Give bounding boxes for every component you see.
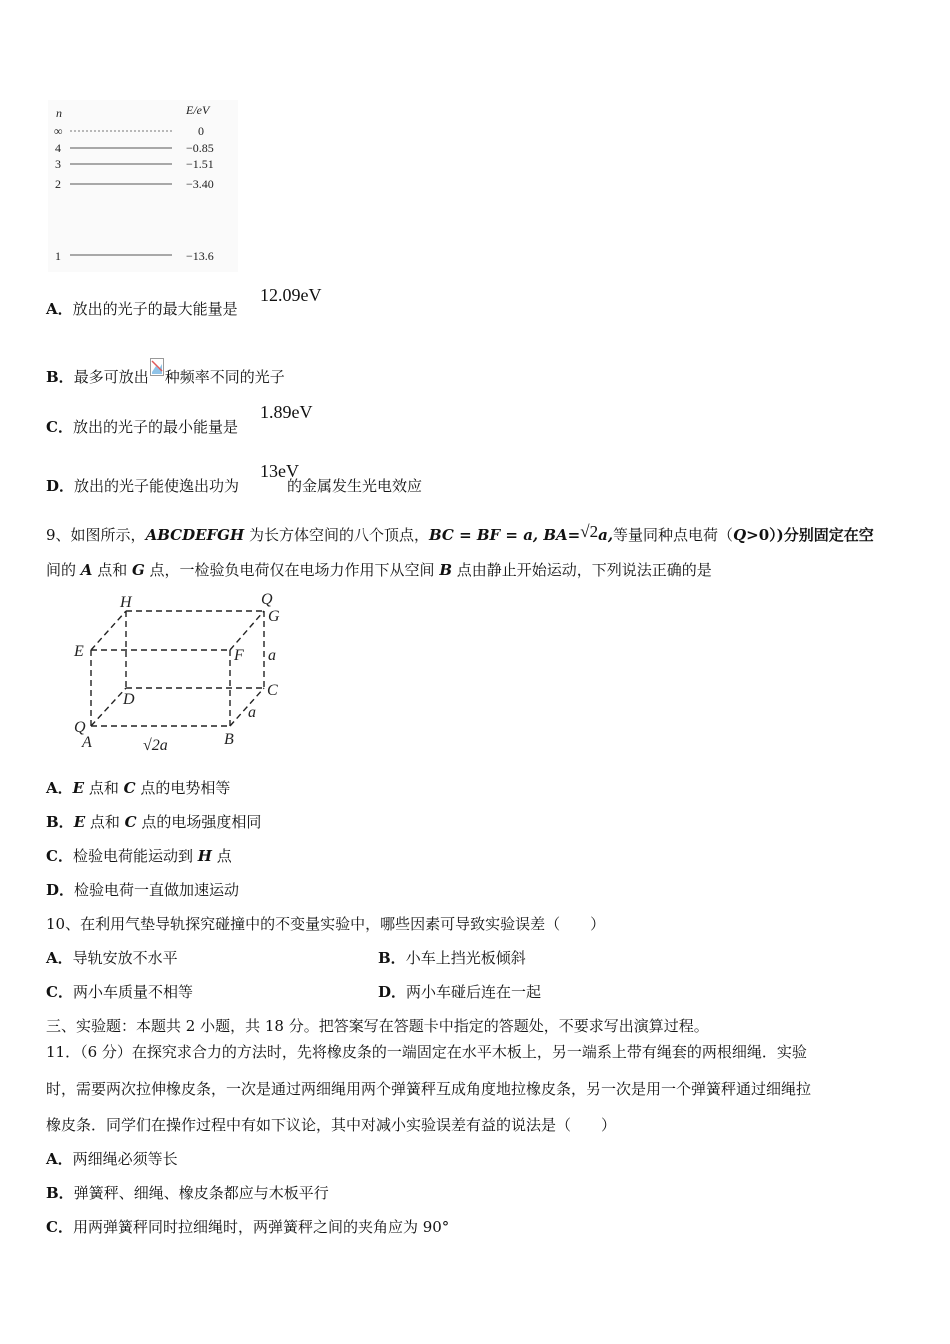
option-text: 放出的光子的最小能量是 xyxy=(72,418,238,436)
level-e-3: −1.51 xyxy=(186,157,214,171)
q8-option-b xyxy=(46,358,285,387)
level-e-2: −3.40 xyxy=(186,177,214,191)
level-n-1: 1 xyxy=(55,249,61,263)
label-F: F xyxy=(234,647,244,664)
label-G: G xyxy=(268,608,280,625)
option-text-post: 的金属发生光电效应 xyxy=(287,477,423,495)
label-Q-top: Q xyxy=(261,591,273,608)
level-n-4: 4 xyxy=(55,141,61,155)
q8-a-value: 12.09eV xyxy=(260,285,322,305)
label-E: E xyxy=(74,643,84,660)
q9-option-c: C．检验电荷能运动到 H 点 xyxy=(46,847,232,865)
level-e-1: −13.6 xyxy=(186,249,214,263)
section-3-heading: 三、实验题：本题共 2 小题，共 18 分。把答案写在答题卡中指定的答题处，不要求写出演算过程。 xyxy=(46,1017,709,1035)
q9-option-a: A．E 点和 C 点的电势相等 xyxy=(46,779,231,797)
q9-stem-line2: 间的 A 点和 G 点，一检验负电荷仅在电场力作用下从空间 B 点由静止开始运动，下列说法正确的是 xyxy=(46,561,712,579)
option-text: 放出的光子能使逸出功为 xyxy=(74,477,240,495)
option-text: 放出的光子的最大能量是 xyxy=(72,300,238,318)
q11-stem-line1: 11．（6 分）在探究求合力的方法时，先将橡皮条的一端固定在水平木板上，另一端系上带有绳套的两根细绳．实验 xyxy=(46,1043,807,1061)
q11-option-c: C．用两弹簧秤同时拉细绳时，两弹簧秤之间的夹角应为 90° xyxy=(46,1218,450,1236)
e-header: E/eV xyxy=(186,103,210,117)
option-label: A． xyxy=(46,300,73,318)
label-D: D xyxy=(123,691,135,708)
option-label: C． xyxy=(46,418,73,436)
q9-option-b: B．E 点和 C 点的电场强度相同 xyxy=(46,813,262,831)
q10-stem: 10、在利用气垫导轨探究碰撞中的不变量实验中，哪些因素可导致实验误差（ ） xyxy=(46,915,606,933)
label-a-right: a xyxy=(268,647,276,664)
label-B: B xyxy=(224,731,234,748)
q11-option-b: B．弹簧秤、细绳、橡皮条都应与木板平行 xyxy=(46,1184,329,1202)
option-label: B． xyxy=(46,368,74,386)
broken-image-icon xyxy=(150,358,164,376)
q8-c-value: 1.89eV xyxy=(260,402,313,422)
q8-d-value: 13eV xyxy=(260,461,299,481)
q8-option-d xyxy=(46,476,422,496)
option-text: 最多可放出 xyxy=(73,368,149,386)
q11-stem-line3: 橡皮条．同学们在操作过程中有如下议论，其中对减小实验误差有益的说法是（ ） xyxy=(46,1116,617,1134)
label-a-lower: a xyxy=(248,704,256,721)
q11-option-a: A．两细绳必须等长 xyxy=(46,1150,178,1168)
q11-stem-line2: 时，需要两次拉伸橡皮条，一次是通过两细绳用两个弹簧秤互成角度地拉橡皮条，另一次是用一个弹簧秤通过细绳拉 xyxy=(46,1080,812,1098)
label-sqrt2a: √2a xyxy=(143,737,168,754)
n-header: n xyxy=(56,106,62,120)
q9-option-d: D．检验电荷一直做加速运动 xyxy=(46,881,240,899)
level-e-4: −0.85 xyxy=(186,141,214,155)
q8-option-c xyxy=(46,417,238,437)
level-n-3: 3 xyxy=(55,157,61,171)
q10-option-a: A．导轨安放不水平 xyxy=(46,949,178,967)
energy-level-diagram xyxy=(48,100,238,272)
q8-option-a xyxy=(46,299,238,319)
sqrt2: √2 xyxy=(580,522,599,541)
label-Q-bottom: Q xyxy=(74,719,86,736)
label-C: C xyxy=(267,682,278,699)
option-label: D． xyxy=(46,477,75,495)
label-A: A xyxy=(82,734,92,751)
level-n-2: 2 xyxy=(55,177,61,191)
label-H: H xyxy=(120,594,132,611)
q10-option-d: D．两小车碰后连在一起 xyxy=(378,983,542,1001)
option-text-post: 种频率不同的光子 xyxy=(164,368,285,386)
level-e-inf: 0 xyxy=(198,124,204,138)
level-n-inf: ∞ xyxy=(54,124,63,138)
q9-stem-line1: 9、如图所示，ABCDEFGH 为长方体空间的八个顶点，BC = BF = a, BA=√2a,等量同种点电荷（Q>0）)分别固定在空 xyxy=(46,522,874,544)
q10-option-b: B．小车上挡光板倾斜 xyxy=(378,949,526,967)
q10-option-c: C．两小车质量不相等 xyxy=(46,983,193,1001)
cuboid-figure xyxy=(70,590,300,755)
